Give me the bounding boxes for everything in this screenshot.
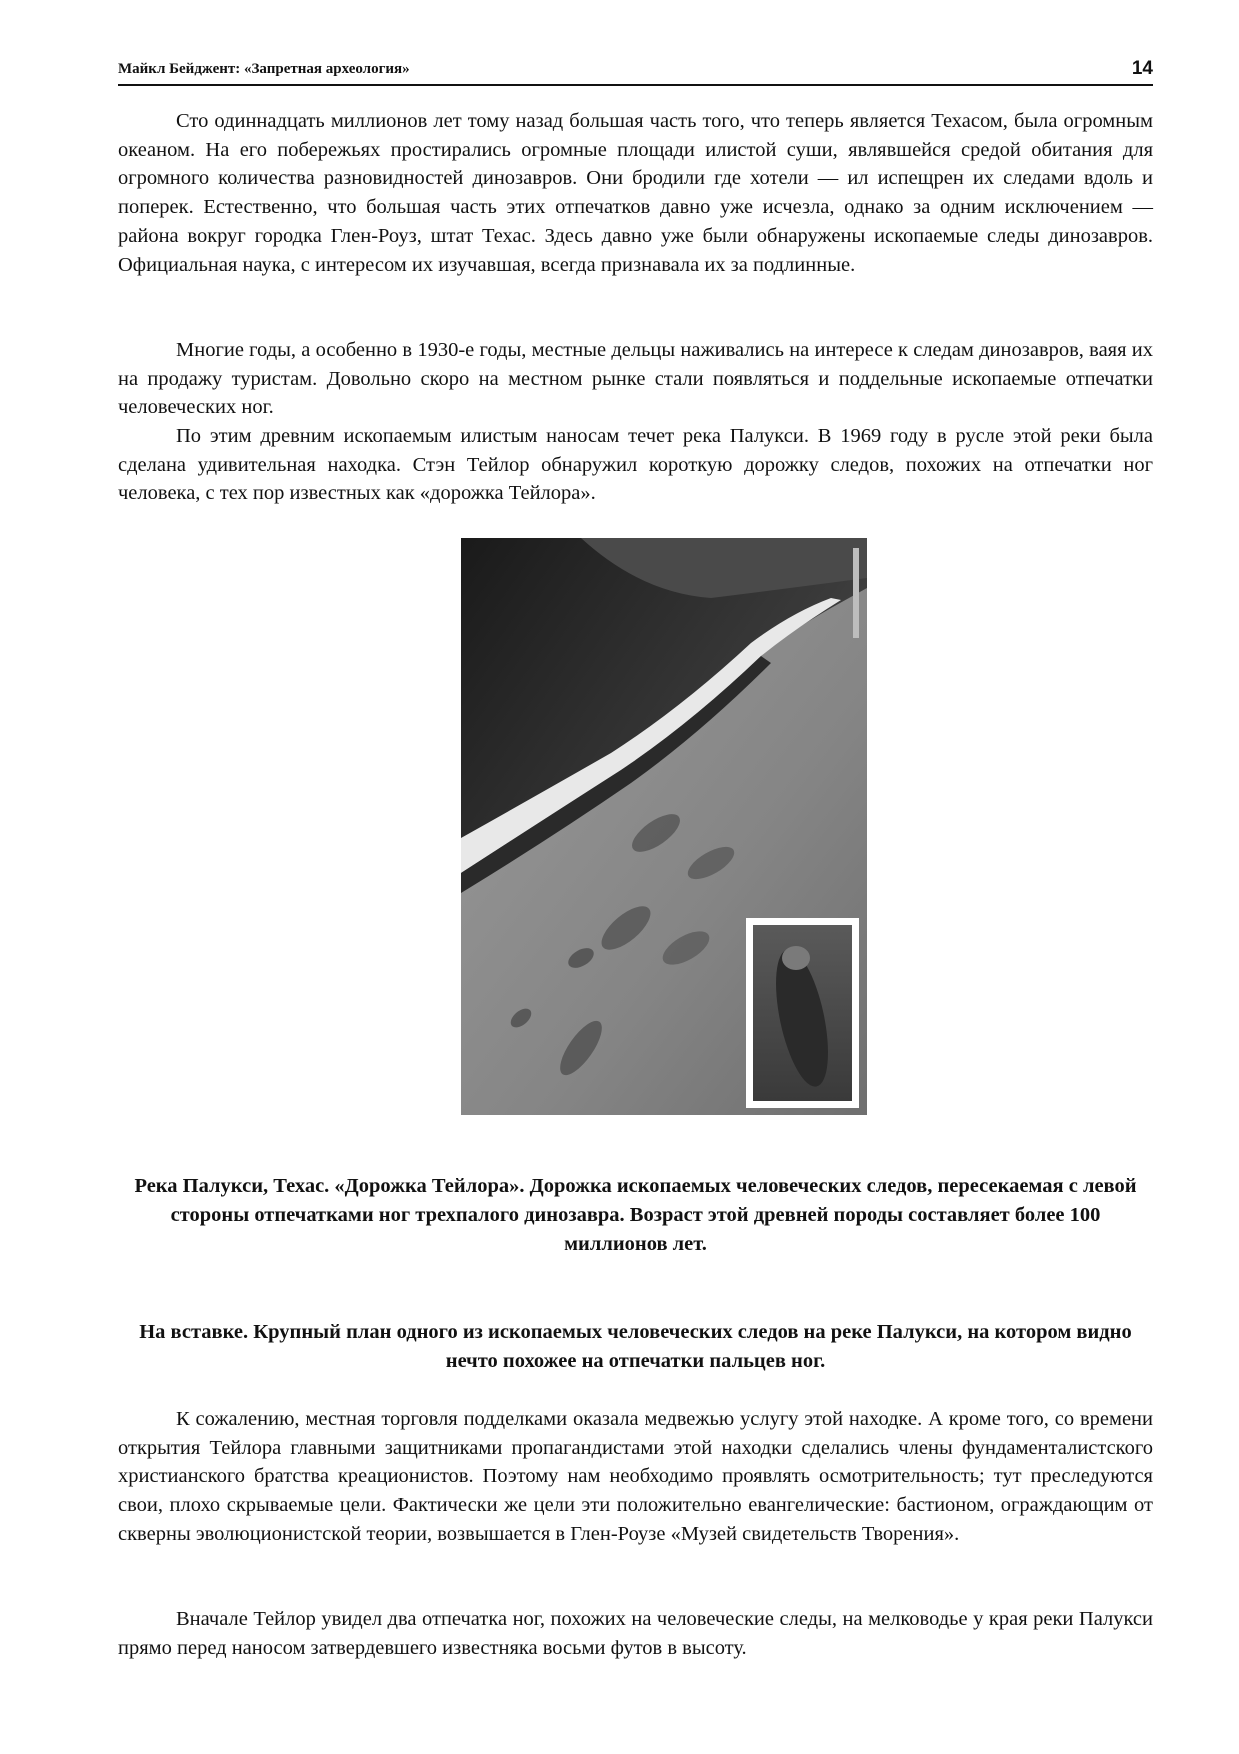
paragraph-3: По этим древним ископаемым илистым наносам течет река Палукси. В 1969 году в русле этой реки была сделана удивительная находка. Стэн Тейлор обнаружил короткую дорожку следов, похожих на отпечатки ног человека, с тех пор известных как «дорожка Тейлора». [118,425,1153,505]
page-number: 14 [1131,58,1153,79]
running-header [118,58,1153,86]
inset-caption: На вставке. Крупный план одного из ископаемых человеческих следов на реке Палукси, на котором видно нечто похожее на отпечатки пальцев ног. [139,1321,1132,1372]
paragraph-2: Многие годы, а особенно в 1930-е годы, местные дельцы наживались на интересе к следам динозавров, ваяя их на продажу туристам. Довольно скоро на местном рынке стали появляться и поддельные ископаемые отпечатки человеческих ног. [118,339,1153,419]
paragraph-1: Сто одиннадцать миллионов лет тому назад большая часть того, что теперь является Техасом, была огромным океаном. На его побережьях простирались огромные площади илистой суши, являвшейся средой обитания для огромного количества разновидностей динозавров. Они бродили где хотели — ил испещрен их следами вдоль и поперек. Естественно, что большая часть этих отпечатков давно уже исчезла, однако за одним исключением — района вокруг городка Глен-Роуз, штат Техас. Здесь давно уже были обнаружены ископаемые следы динозавров. Официальная наука, с интересом их изучавшая, всегда признавала их за подлинные. [118,110,1153,276]
paragraph-5: Вначале Тейлор увидел два отпечатка ног, похожих на человеческие следы, на мелководье у края реки Палукси прямо перед наносом затвердевшего известняка восьми футов в высоту. [118,1608,1153,1659]
river-photo [461,538,867,1115]
paragraph-4: К сожалению, местная торговля подделками оказала медвежью услугу этой находке. А кроме того, со времени открытия Тейлора главными защитниками пропагандистами этой находки сделались члены фундаменталистского христианского братства креационистов. Поэтому нам необходимо проявлять осмотрительность; тут преследуются свои, плохо скрываемые цели. Фактически же цели эти положительно евангелические: бастионом, ограждающим от скверны эволюционистской теории, возвышается в Глен-Роузе «Музей свидетельств Творения». [118,1408,1153,1545]
figure-caption: Река Палукси, Техас. «Дорожка Тейлора». Дорожка ископаемых человеческих следов, пересекаемая с левой стороны отпечатками ног трехпалого динозавра. Возраст этой древней породы составляет более 100 миллионов лет. [134,1175,1137,1255]
book-title: Майкл Бейджент: «Запретная археология» [118,61,410,77]
